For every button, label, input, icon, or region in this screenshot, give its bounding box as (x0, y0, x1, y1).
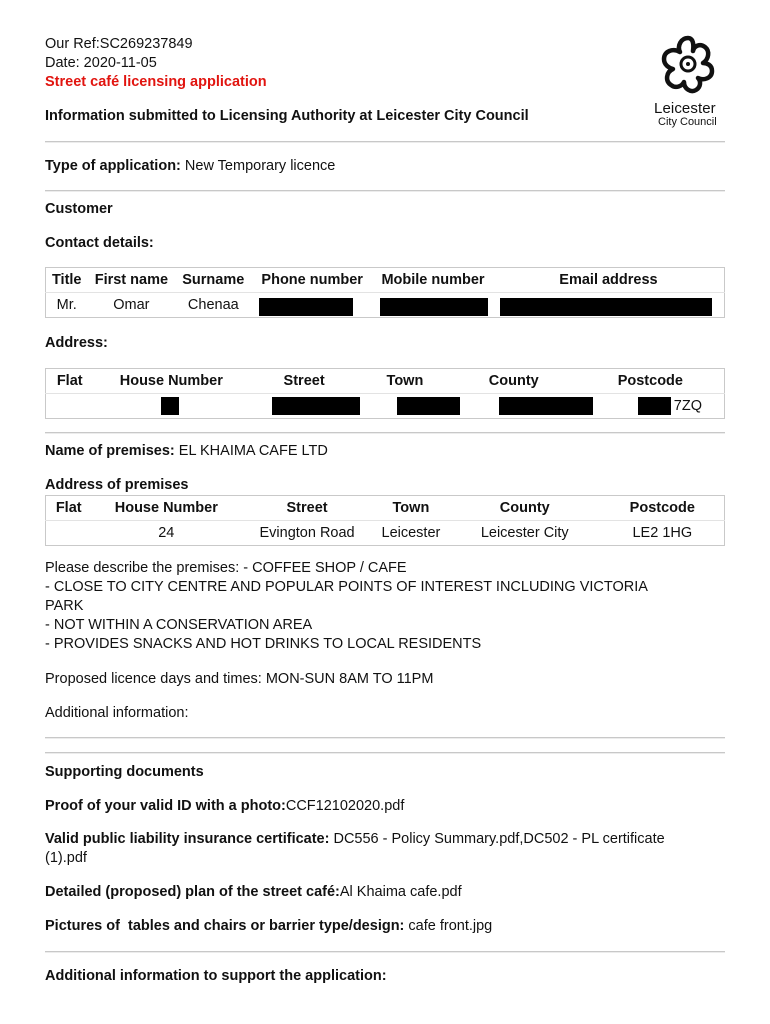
cell-postcode: LE2 1HG (601, 521, 725, 546)
tudor-rose-icon (653, 34, 723, 96)
street-cafe-plan (45, 884, 462, 900)
proof-of-id-label: Proof of your valid ID with a photo: (45, 798, 286, 814)
column-header: Postcode (629, 500, 695, 516)
insurance-label: Valid public liability insurance certificate: (45, 831, 330, 847)
application-type-value: New Temporary licence (184, 158, 336, 174)
premises-name (45, 443, 328, 459)
premises-description-line: PARK (45, 598, 84, 614)
table-header-row (46, 369, 725, 394)
column-header: House Number (114, 500, 218, 516)
column-header: Phone number (261, 272, 363, 288)
cell-surname: Chenaa (175, 293, 251, 318)
redaction-town (397, 397, 460, 415)
table-row (46, 394, 725, 419)
redaction-postcode (638, 397, 671, 415)
redaction-phone (259, 298, 353, 316)
insurance-certificate (45, 831, 665, 847)
column-header: Town (392, 500, 430, 516)
insurance-file-cont[interactable]: (1).pdf (45, 850, 87, 866)
premises-address-table (45, 495, 725, 546)
premises-description-line: - NOT WITHIN A CONSERVATION AREA (45, 617, 313, 633)
date: Date: 2020-11-05 (45, 55, 157, 71)
cell-town: Leicester (373, 521, 449, 546)
divider (45, 190, 725, 191)
column-header: Mobile number (381, 272, 485, 288)
column-header: First name (94, 272, 169, 288)
divider (45, 951, 725, 952)
column-header: Postcode (617, 373, 683, 389)
cell-title: Mr. (46, 293, 88, 318)
pictures-label: Pictures of tables and chairs or barrier type/design: (45, 918, 405, 934)
redaction-house-number (161, 397, 179, 415)
redaction-county (499, 397, 593, 415)
table-header-row (46, 268, 725, 293)
postcode-visible: 7ZQ (673, 398, 702, 414)
table-header-row (46, 496, 725, 521)
column-header: Email address (559, 272, 658, 288)
column-header: County (499, 500, 550, 516)
table-row (46, 521, 725, 546)
divider (45, 432, 725, 433)
application-type-label: Type of application: (45, 158, 181, 174)
logo-line-1: Leicester (654, 100, 716, 117)
proof-of-id (45, 798, 404, 814)
our-ref: Our Ref:SC269237849 (45, 36, 193, 52)
application-title: Street café licensing application (45, 74, 267, 90)
divider (45, 752, 725, 753)
column-header: Flat (56, 373, 83, 389)
cell-house-number: 24 (91, 521, 241, 546)
column-header: Street (286, 500, 328, 516)
premises-description-line: - PROVIDES SNACKS AND HOT DRINKS TO LOCAL RESIDENTS (45, 636, 482, 652)
divider (45, 141, 725, 142)
proof-of-id-file[interactable]: CCF12102020.pdf (285, 798, 405, 814)
premises-address-heading: Address of premises (45, 477, 189, 493)
customer-address-table (45, 368, 725, 419)
contact-heading: Contact details: (45, 235, 154, 251)
additional-support-heading: Additional information to support the application: (45, 968, 387, 984)
cell-street: Evington Road (241, 521, 373, 546)
info-line: Information submitted to Licensing Authority at Leicester City Council (45, 108, 529, 124)
address-heading: Address: (45, 335, 108, 351)
redaction-email (500, 298, 712, 316)
pictures (45, 918, 492, 934)
logo-line-2: City Council (658, 116, 717, 128)
plan-label: Detailed (proposed) plan of the street café: (45, 884, 340, 900)
redaction-street (272, 397, 360, 415)
insurance-file[interactable]: DC556 - Policy Summary.pdf,DC502 - PL certificate (333, 831, 665, 847)
premises-description-line: - CLOSE TO CITY CENTRE AND POPULAR POINTS OF INTEREST INCLUDING VICTORIA (45, 579, 648, 595)
customer-heading: Customer (45, 201, 113, 217)
column-header: County (488, 373, 539, 389)
application-type (45, 158, 335, 174)
council-logo (648, 34, 728, 134)
supporting-heading: Supporting documents (45, 764, 204, 780)
column-header: Street (283, 373, 325, 389)
cell-flat (46, 521, 92, 546)
column-header: House Number (119, 373, 223, 389)
proposed-times: Proposed licence days and times: MON-SUN 8AM TO 11PM (45, 671, 434, 687)
column-header: Surname (182, 272, 245, 288)
divider (45, 737, 725, 738)
premises-name-label: Name of premises: (45, 443, 175, 459)
cell-county: Leicester City (449, 521, 601, 546)
plan-file[interactable]: Al Khaima cafe.pdf (339, 884, 462, 900)
redaction-mobile (380, 298, 488, 316)
additional-information: Additional information: (45, 705, 189, 721)
cell-first-name: Omar (87, 293, 175, 318)
column-header: Town (386, 373, 424, 389)
column-header: Title (51, 272, 82, 288)
premises-description-line: Please describe the premises: - COFFEE SHOP / CAFE (45, 560, 407, 576)
column-header: Flat (55, 500, 82, 516)
pictures-file[interactable]: cafe front.jpg (408, 918, 493, 934)
premises-name-value: EL KHAIMA CAFE LTD (178, 443, 328, 459)
